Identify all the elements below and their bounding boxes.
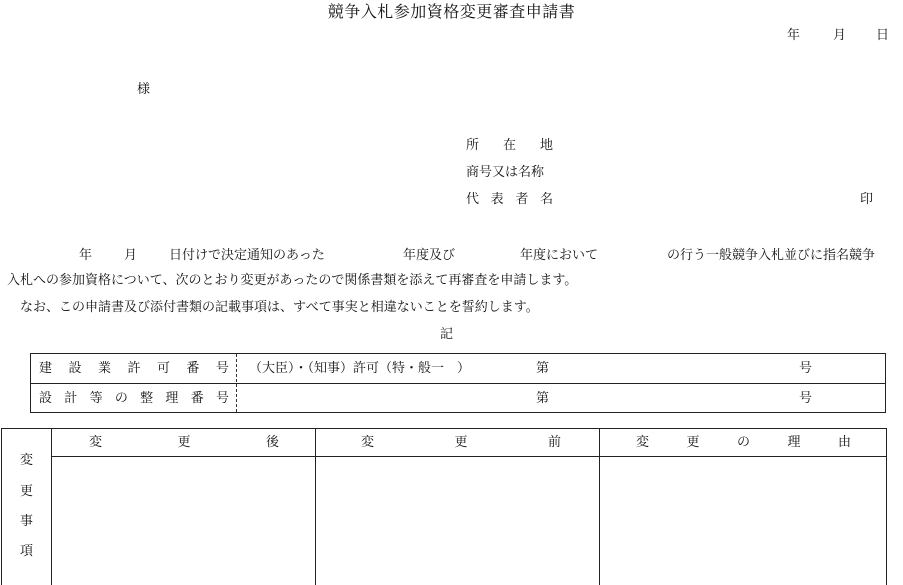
date-month-label: 月 <box>833 28 847 43</box>
side-label-char: 変 <box>20 453 34 468</box>
representative-label-char: 表 <box>490 192 504 207</box>
header-char: 理 <box>787 435 801 450</box>
table2-col-divider-2 <box>599 428 600 585</box>
label-char: 許 <box>127 361 141 376</box>
representative-label-char: 代 <box>466 192 480 207</box>
representative-label-char: 者 <box>515 192 529 207</box>
table2-left-border <box>1 428 2 585</box>
date-day-label: 日 <box>876 28 890 43</box>
label-char: 号 <box>215 361 229 376</box>
body-year-label: 年 <box>79 248 93 263</box>
label-char: 番 <box>190 390 204 406</box>
address-label-char: 在 <box>502 138 516 153</box>
label-char: 建 <box>39 361 53 376</box>
design-number-label <box>39 384 229 412</box>
address-label <box>466 139 553 152</box>
license-go-label: 号 <box>799 361 813 376</box>
body-month-label: 月 <box>124 248 138 263</box>
label-char: 理 <box>165 390 179 406</box>
header-char: 変 <box>636 435 650 450</box>
header-char: 変 <box>89 435 103 450</box>
document-title: 競争入札参加資格変更審査申請書 <box>327 2 576 21</box>
header-char: 前 <box>547 435 561 450</box>
side-label-char: 更 <box>20 484 34 499</box>
header-char: 更 <box>686 435 700 450</box>
label-char: 計 <box>64 390 78 406</box>
body-text-line2: 入札への参加資格について、次のとおり変更があったので関係書類を添えて再審査を申請します。 <box>7 273 578 288</box>
label-char: 号 <box>215 390 229 406</box>
header-before-change <box>361 429 561 456</box>
ki-heading: 記 <box>440 327 454 342</box>
body-text-notified-date: 日付けで決定通知のあった <box>169 248 325 263</box>
representative-label <box>466 193 553 206</box>
body-text-fiscal-year-in: 年度において <box>520 248 599 263</box>
label-char: 整 <box>140 390 154 406</box>
address-label-char: 所 <box>466 138 480 153</box>
header-char: の <box>736 435 750 450</box>
side-label-char: 項 <box>20 544 34 559</box>
license-dai-label: 第 <box>536 361 550 376</box>
header-char: 後 <box>265 435 279 450</box>
header-char: 変 <box>361 435 375 450</box>
label-char: 設 <box>68 361 82 376</box>
seal-mark: 印 <box>860 192 874 207</box>
table1-left-border <box>30 353 31 413</box>
label-char: 可 <box>156 361 170 376</box>
header-char: 更 <box>454 435 468 450</box>
design-go-label: 号 <box>799 390 813 406</box>
table1-bottom-border <box>30 412 886 413</box>
label-char: 設 <box>39 390 53 406</box>
label-char: 番 <box>186 361 200 376</box>
company-name-label: 商号又は名称 <box>466 165 545 180</box>
design-dai-label: 第 <box>536 390 550 406</box>
table2-header-border <box>51 456 887 457</box>
header-after-change <box>89 429 279 456</box>
table2-right-border <box>886 428 887 585</box>
table2-side-divider <box>51 428 52 585</box>
header-change-reason <box>636 429 851 456</box>
table1-dashed-divider <box>236 354 237 412</box>
date-year-label: 年 <box>787 28 801 43</box>
addressee-suffix: 様 <box>137 82 151 97</box>
construction-license-label <box>39 354 229 383</box>
side-label-char: 事 <box>20 514 34 529</box>
header-char: 更 <box>177 435 191 450</box>
table2-col-divider-1 <box>315 428 316 585</box>
label-char: 等 <box>89 390 103 406</box>
representative-label-char: 名 <box>539 192 553 207</box>
body-text-pledge: なお、この申請書及び添付書類の記載事項は、すべて事実と相違ないことを誓約します。 <box>20 300 539 315</box>
header-char: 由 <box>837 435 851 450</box>
license-type-value: （大臣）・（知事）許可（特・般一 ） <box>249 361 471 376</box>
label-char: 業 <box>97 361 111 376</box>
label-char: の <box>114 390 128 406</box>
body-text-bidding: の行う一般競争入札並びに指名競争 <box>667 248 876 263</box>
table1-right-border <box>885 353 886 413</box>
body-text-fiscal-year-and: 年度及び <box>403 248 456 263</box>
address-label-char: 地 <box>539 138 553 153</box>
